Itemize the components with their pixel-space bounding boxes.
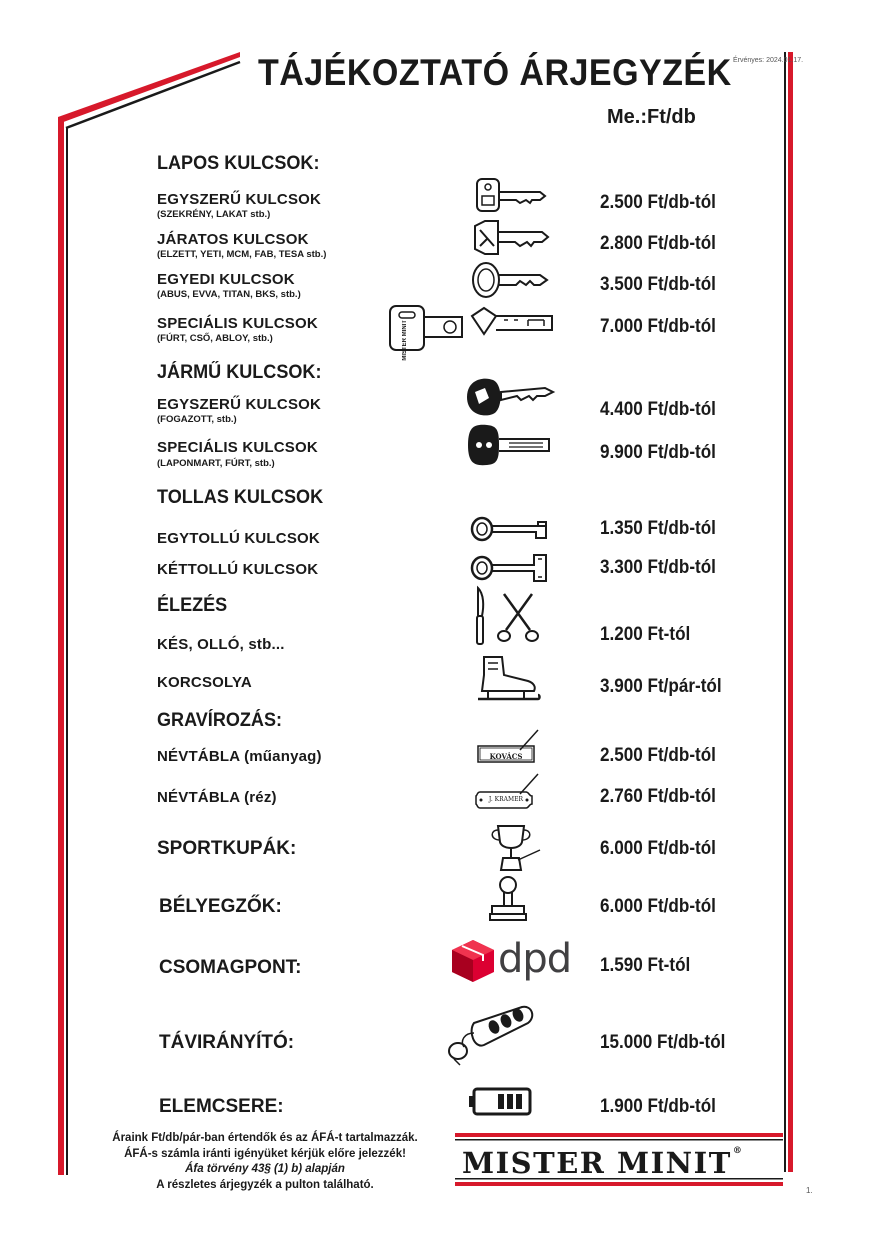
footer-line: ÁFÁ-s számla iránti igényüket kérjük előre jelezzék! [124,1147,406,1160]
brand-logo [462,1146,743,1180]
car-key-icon [463,374,558,420]
item-subtitle: (FOGAZOTT, stb.) [157,414,237,425]
car-key-special-icon [465,422,555,468]
item-price: 2.500 Ft/db-tól [600,192,716,213]
item-price: 3.300 Ft/db-tól [600,557,716,578]
footer-line: Áfa törvény 43§ (1) b) alapján [185,1163,345,1175]
plate-text: J. KRAMER [488,796,524,803]
section-title-engraving: GRAVÍROZÁS: [157,710,283,731]
trophy-icon [488,822,546,874]
brass-nameplate-icon [474,772,544,812]
common-key-icon [470,218,550,258]
item-price: 2.760 Ft/db-tól [600,786,716,807]
footer-notes [70,1131,460,1193]
item-name: EGYSZERŰ KULCSOK [157,191,322,208]
item-subtitle: (SZEKRÉNY, LAKAT stb.) [157,209,271,220]
skate-icon [476,655,542,705]
item-price: 3.500 Ft/db-tól [600,274,716,295]
item-name: KÉS, OLLÓ, stb... [157,636,285,653]
item-price: 1.350 Ft/db-tól [600,518,716,539]
item-name: CSOMAGPONT: [159,957,302,978]
item-name: KÉTTOLLÚ KULCSOK [157,561,319,578]
item-name: ELEMCSERE: [159,1096,284,1117]
special-keys-icon [388,304,556,352]
section-title-bit-keys: TOLLAS KULCSOK [157,487,324,508]
remote-control-icon [444,1003,540,1067]
item-price: 6.000 Ft/db-tól [600,896,716,917]
item-price: 2.500 Ft/db-tól [600,745,716,766]
item-price: 4.400 Ft/db-tól [600,399,716,420]
item-price: 1.590 Ft-tól [600,955,691,976]
item-price: 9.900 Ft/db-tól [600,442,716,463]
item-price: 1.900 Ft/db-tól [600,1096,716,1117]
item-price: 6.000 Ft/db-tól [600,838,716,859]
footer-line: A részletes árjegyzék a pulton található. [156,1178,374,1191]
item-name: NÉVTÁBLA (réz) [157,789,277,806]
dpd-logo-text: dpd [498,936,572,982]
item-name: SPECIÁLIS KULCSOK [157,439,318,456]
page-number: 1. [806,1186,813,1195]
item-name: JÁRATOS KULCSOK [157,231,309,248]
registered-mark: ® [732,1146,744,1156]
page-title: TÁJÉKOZTATÓ ÁRJEGYZÉK [258,52,732,93]
item-price: 7.000 Ft/db-tól [600,316,716,337]
brand-name: MISTER MINIT [462,1146,732,1180]
item-price: 1.200 Ft-tól [600,624,691,645]
section-title-vehicle-keys: JÁRMŰ KULCSOK: [157,362,322,383]
item-name: BÉLYEGZŐK: [159,896,282,917]
unit-label: Me.:Ft/db [607,106,696,128]
item-name: TÁVIRÁNYÍTÓ: [159,1032,295,1053]
item-subtitle: (ELZETT, YETI, MCM, FAB, TESA stb.) [157,249,327,260]
plate-text: KOVÁCS [489,752,523,761]
item-name: KORCSOLYA [157,674,252,691]
item-price: 15.000 Ft/db-tól [600,1032,726,1053]
key-tag-text: MISTER MINIT [402,320,408,361]
footer-line: Áraink Ft/db/pár-ban értendők és az ÁFÁ-t tartalmazzák. [112,1132,418,1144]
item-name: EGYSZERŰ KULCSOK [157,396,322,413]
item-subtitle: (LAPONMART, FÚRT, stb.) [157,458,275,469]
item-price: 3.900 Ft/pár-tól [600,676,722,697]
item-price: 2.800 Ft/db-tól [600,233,716,254]
section-title-flat-keys: LAPOS KULCSOK: [157,153,320,174]
item-name: EGYEDI KULCSOK [157,271,295,288]
simple-key-icon [470,176,550,216]
item-subtitle: (ABUS, EVVA, TITAN, BKS, stb.) [157,289,301,300]
battery-icon [468,1087,532,1117]
double-bit-key-icon [470,551,552,585]
item-name: EGYTOLLÚ KULCSOK [157,530,320,547]
stamp-icon [488,876,528,924]
item-subtitle: (FÚRT, CSŐ, ABLOY, stb.) [157,333,273,344]
item-name: NÉVTÁBLA (műanyag) [157,748,322,765]
section-title-sharpening: ÉLEZÉS [157,595,228,616]
single-bit-key-icon [470,514,552,544]
dpd-logo-icon [450,938,496,984]
item-name: SPORTKUPÁK: [157,838,297,859]
validity-date: Érvényes: 2024.01.17. [733,57,804,64]
item-name: SPECIÁLIS KULCSOK [157,315,318,332]
knife-scissors-icon [470,586,542,648]
plastic-nameplate-icon [476,728,546,768]
unique-key-icon [470,260,550,300]
